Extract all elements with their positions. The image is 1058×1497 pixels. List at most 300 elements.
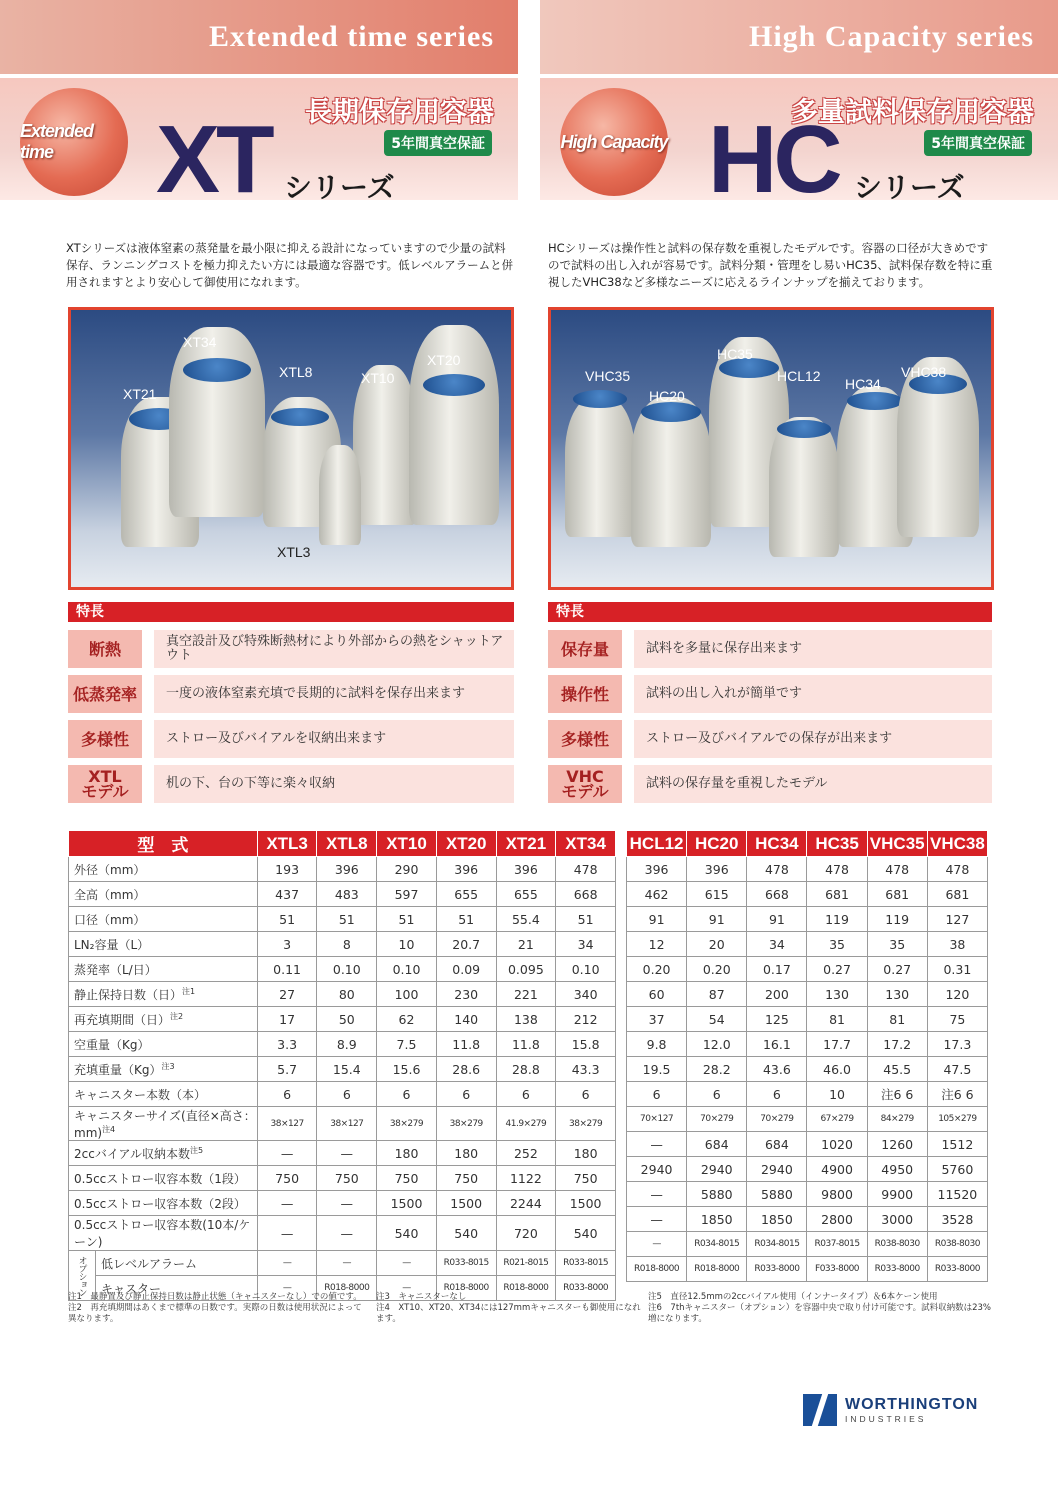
table-cell: 681: [867, 882, 927, 907]
table-cell: R033-8000: [747, 1257, 807, 1282]
row-label-text: 静止保持日数（日）: [74, 987, 183, 1002]
header-model-xt34: XT34: [556, 831, 616, 857]
table-cell: R038-8030: [927, 1232, 987, 1257]
row-label: キャスター: [96, 1276, 258, 1301]
table-cell: 9800: [807, 1182, 867, 1207]
header-model-xt21: XT21: [496, 831, 556, 857]
table-cell: 655: [436, 882, 496, 907]
table-cell: 41.9×279: [496, 1107, 556, 1141]
table-cell: 0.10: [556, 957, 616, 982]
table-cell: 55.4: [496, 907, 556, 932]
table-cell: 51: [377, 907, 437, 932]
table-cell: 70×127: [627, 1107, 687, 1132]
table-cell: 47.5: [927, 1057, 987, 1082]
photo-label: HCL12: [777, 368, 821, 384]
table-cell: 20.7: [436, 932, 496, 957]
table-cell: 35: [867, 932, 927, 957]
table-cell: 100: [377, 982, 437, 1007]
table-cell: —: [377, 1276, 437, 1301]
table-cell: 5760: [927, 1157, 987, 1182]
feature-value: 真空設計及び特殊断熱材により外部からの熱をシャットアウト: [154, 630, 514, 668]
table-row: [69, 1216, 616, 1251]
photo-label: XT21: [123, 386, 157, 402]
table-cell: 180: [436, 1141, 496, 1166]
table-cell: 5.7: [257, 1057, 317, 1082]
xt-intro-text: XTシリーズは液体窒素の蒸発量を最小限に抑える設計になっていますので少量の試料保存、ランニングコストを極力抑えたい方には最適な容器です。低レベルアラームと併用されますとより安心して御使用になれます。: [66, 241, 514, 289]
feature-row: [548, 765, 992, 803]
feature-row: [548, 630, 992, 668]
feature-value: ストロー及びバイアルでの保存が出来ます: [634, 720, 992, 758]
table-cell: 462: [627, 882, 687, 907]
table-cell: 81: [807, 1007, 867, 1032]
table-cell: —: [627, 1232, 687, 1257]
table-cell: 125: [747, 1007, 807, 1032]
table-cell: 84×279: [867, 1107, 927, 1132]
table-cell: 6: [556, 1082, 616, 1107]
table-cell: 720: [496, 1216, 556, 1251]
row-label: [69, 907, 258, 932]
feature-key: XTL モデル: [68, 765, 142, 803]
table-cell: 1850: [747, 1207, 807, 1232]
table-row: [627, 907, 988, 932]
table-cell: R018-8000: [687, 1257, 747, 1282]
table-cell: 1260: [867, 1132, 927, 1157]
table-cell: 396: [317, 857, 377, 882]
table-cell: 1500: [556, 1191, 616, 1216]
table-cell: 0.095: [496, 957, 556, 982]
table-cell: 6: [496, 1082, 556, 1107]
product-lid: [641, 402, 701, 422]
row-note: 注5: [190, 1145, 204, 1155]
hc-intro-text: HCシリーズは操作性と試料の保存数を重視したモデルです。容器の口径が大きめですので試料の出し入れが容易です。試料分類・管理をし易いHC35、試料保存数を特に重視したVHC38など多様なニーズに応えるラインナップを揃えております。: [548, 241, 993, 289]
table-cell: 21: [496, 932, 556, 957]
table-cell: R018-8000: [436, 1276, 496, 1301]
photo-label: XTL3: [277, 544, 311, 560]
row-label: [69, 1191, 258, 1216]
table-cell: 91: [687, 907, 747, 932]
logo-main-text: WORTHINGTON: [845, 1396, 979, 1413]
table-cell: 17.7: [807, 1032, 867, 1057]
table-cell: 27: [257, 982, 317, 1007]
row-label: [69, 1216, 258, 1251]
footnotes-middle: [376, 1292, 646, 1325]
table-cell: 0.17: [747, 957, 807, 982]
table-cell: 46.0: [807, 1057, 867, 1082]
table-cell: 105×279: [927, 1107, 987, 1132]
table-cell: 540: [377, 1216, 437, 1251]
table-cell: R018-8000: [317, 1276, 377, 1301]
table-cell: 1020: [807, 1132, 867, 1157]
table-cell: 38×279: [436, 1107, 496, 1141]
table-row: [69, 1166, 616, 1191]
table-cell: 35: [807, 932, 867, 957]
table-cell: 750: [257, 1166, 317, 1191]
table-row: [627, 957, 988, 982]
header-model-xtl3: XTL3: [257, 831, 317, 857]
table-cell: 5880: [747, 1182, 807, 1207]
photo-label: VHC35: [585, 368, 631, 384]
table-row: [69, 1007, 616, 1032]
row-label-text: 蒸発率（L/日）: [74, 962, 157, 977]
table-cell: 11.8: [496, 1032, 556, 1057]
footnote: 注1 最静置及び静止保持日数は静止状態（キャニスターなし）での値です。: [68, 1292, 362, 1302]
vacuum-warranty-badge: 5年間真空保証: [924, 130, 1032, 156]
table-cell: 60: [627, 982, 687, 1007]
table-cell: 2244: [496, 1191, 556, 1216]
table-row: [69, 882, 616, 907]
footnote: 注4 XT10、XT20、XT34には127mmキャニスターも御使用になれます。: [376, 1303, 641, 1324]
table-cell: 17: [257, 1007, 317, 1032]
row-label-text: 再充填期間（日）: [74, 1012, 171, 1027]
table-cell: 2940: [687, 1157, 747, 1182]
table-row: [69, 1082, 616, 1107]
table-cell: 87: [687, 982, 747, 1007]
table-cell: 62: [377, 1007, 437, 1032]
table-cell: 70×279: [687, 1107, 747, 1132]
table-cell: 340: [556, 982, 616, 1007]
row-label: [69, 1166, 258, 1191]
feature-key: 操作性: [548, 675, 622, 713]
hero-banner: [0, 78, 518, 213]
feature-row: [68, 675, 514, 713]
table-cell: 51: [436, 907, 496, 932]
photo-label: HC34: [845, 376, 881, 392]
photo-label: HC35: [717, 346, 753, 362]
table-cell: 1500: [436, 1191, 496, 1216]
footnote: 注2 再充填期間はあくまで標準の日数です。実際の日数は使用状況によって異なります。: [68, 1303, 362, 1324]
table-cell: 70×279: [747, 1107, 807, 1132]
table-cell: 130: [867, 982, 927, 1007]
table-cell: 3.3: [257, 1032, 317, 1057]
table-cell: 230: [436, 982, 496, 1007]
table-cell: 0.27: [807, 957, 867, 982]
feature-key: 断熱: [68, 630, 142, 668]
hero-banner: [540, 78, 1058, 213]
table-cell: 130: [807, 982, 867, 1007]
row-label: [69, 1082, 258, 1107]
table-cell: 5880: [687, 1182, 747, 1207]
table-row: [69, 857, 616, 882]
header-model-xt20: XT20: [436, 831, 496, 857]
table-cell: 684: [747, 1132, 807, 1157]
table-cell: 54: [687, 1007, 747, 1032]
series-jp-title: 長期保存用容器: [305, 97, 494, 128]
row-note: 注2: [170, 1011, 184, 1021]
row-label-text: 外径（mm）: [74, 862, 146, 877]
table-cell: 396: [687, 857, 747, 882]
table-cell: 51: [317, 907, 377, 932]
table-cell: 668: [556, 882, 616, 907]
table-cell: 2800: [807, 1207, 867, 1232]
table-cell: 38×279: [377, 1107, 437, 1141]
row-label: [69, 882, 258, 907]
feature-value: 机の下、台の下等に楽々収納: [154, 765, 514, 803]
product-can: [169, 327, 265, 517]
feature-key: 低蒸発率: [68, 675, 142, 713]
table-cell: 140: [436, 1007, 496, 1032]
table-cell: 6: [257, 1082, 317, 1107]
series-suffix: シリーズ: [284, 171, 395, 204]
header-model-label: 型 式: [69, 831, 258, 857]
table-cell: R033-8000: [556, 1276, 616, 1301]
photo-label: HC20: [649, 388, 685, 404]
table-cell: 200: [747, 982, 807, 1007]
table-cell: —: [257, 1251, 317, 1276]
row-label: [69, 957, 258, 982]
table-row: [69, 1032, 616, 1057]
row-label: [69, 1141, 258, 1166]
table-cell: 38×127: [317, 1107, 377, 1141]
table-cell: 43.6: [747, 1057, 807, 1082]
table-cell: 1512: [927, 1132, 987, 1157]
table-cell: 28.6: [436, 1057, 496, 1082]
row-label: [69, 857, 258, 882]
table-row: [627, 1032, 988, 1057]
series-jp-title: 多量試料保存用容器: [791, 97, 1034, 128]
table-header-row: [69, 831, 616, 857]
table-row: [627, 1057, 988, 1082]
table-cell: 注6 6: [867, 1082, 927, 1107]
table-cell: —: [627, 1132, 687, 1157]
table-cell: 19.5: [627, 1057, 687, 1082]
table-cell: 681: [807, 882, 867, 907]
table-row: [627, 982, 988, 1007]
table-cell: 12: [627, 932, 687, 957]
table-cell: —: [317, 1191, 377, 1216]
vacuum-warranty-badge: 5年間真空保証: [384, 130, 492, 156]
hc-features-heading: 特長: [548, 602, 992, 622]
table-cell: 290: [377, 857, 437, 882]
table-cell: —: [627, 1182, 687, 1207]
row-label: [69, 1057, 258, 1082]
table-cell: 750: [317, 1166, 377, 1191]
table-cell: 597: [377, 882, 437, 907]
header-model-vhc38: VHC38: [927, 831, 987, 857]
table-cell: R033-8015: [556, 1251, 616, 1276]
table-cell: R037-8015: [807, 1232, 867, 1257]
table-cell: —: [627, 1207, 687, 1232]
footnotes-left: [68, 1292, 368, 1325]
row-label: [69, 1032, 258, 1057]
header-model-vhc35: VHC35: [867, 831, 927, 857]
table-cell: 20: [687, 932, 747, 957]
table-cell: —: [257, 1141, 317, 1166]
row-note: 注4: [102, 1125, 116, 1134]
table-cell: 43.3: [556, 1057, 616, 1082]
feature-row: [68, 720, 514, 758]
feature-value: ストロー及びバイアルを収納出来ます: [154, 720, 514, 758]
table-row: [69, 957, 616, 982]
table-row: [627, 857, 988, 882]
feature-value: 試料の保存量を重視したモデル: [634, 765, 992, 803]
table-cell: 540: [436, 1216, 496, 1251]
table-cell: 750: [436, 1166, 496, 1191]
hc-series-section: [540, 0, 1058, 213]
table-cell: 615: [687, 882, 747, 907]
table-cell: 11520: [927, 1182, 987, 1207]
product-lid: [573, 390, 627, 408]
xt-spec-table: [68, 830, 616, 1301]
hc-product-photo: [548, 307, 994, 590]
table-cell: 750: [377, 1166, 437, 1191]
table-cell: 10: [807, 1082, 867, 1107]
footnote: 注6 7thキャニスター（オプション）を容器中央で取り付け可能です。試料収納数は23%増になります。: [648, 1303, 991, 1324]
series-title-bar: Extended time series: [0, 0, 518, 74]
table-cell: R033-8000: [927, 1257, 987, 1282]
table-cell: 3000: [867, 1207, 927, 1232]
table-cell: 0.27: [867, 957, 927, 982]
table-cell: 75: [927, 1007, 987, 1032]
row-label-text: 口径（mm）: [74, 912, 146, 927]
table-cell: 396: [627, 857, 687, 882]
table-cell: 17.3: [927, 1032, 987, 1057]
table-cell: 10: [377, 932, 437, 957]
table-cell: R034-8015: [747, 1232, 807, 1257]
table-cell: —: [257, 1276, 317, 1301]
feature-row: [68, 630, 514, 668]
table-cell: 45.5: [867, 1057, 927, 1082]
table-cell: 180: [377, 1141, 437, 1166]
table-cell: 15.8: [556, 1032, 616, 1057]
table-cell: 2940: [627, 1157, 687, 1182]
table-cell: 11.8: [436, 1032, 496, 1057]
table-cell: 1850: [687, 1207, 747, 1232]
table-cell: —: [317, 1141, 377, 1166]
table-cell: R018-8000: [627, 1257, 687, 1282]
product-can: [319, 445, 361, 545]
table-cell: 67×279: [807, 1107, 867, 1132]
table-row: [69, 982, 616, 1007]
table-cell: 28.8: [496, 1057, 556, 1082]
row-note: 注3: [161, 1061, 175, 1071]
table-cell: 478: [867, 857, 927, 882]
table-cell: 478: [747, 857, 807, 882]
table-row: [69, 1141, 616, 1166]
feature-value: 一度の液体窒素充填で長期的に試料を保存出来ます: [154, 675, 514, 713]
table-cell: 1122: [496, 1166, 556, 1191]
table-cell: 119: [867, 907, 927, 932]
table-cell: R038-8030: [867, 1232, 927, 1257]
table-cell: 127: [927, 907, 987, 932]
photo-label: XT34: [183, 334, 217, 350]
table-cell: 437: [257, 882, 317, 907]
header-model-xt10: XT10: [377, 831, 437, 857]
series-code: HC: [708, 106, 839, 213]
table-cell: 6: [687, 1082, 747, 1107]
feature-key: 多様性: [548, 720, 622, 758]
table-cell: 51: [556, 907, 616, 932]
table-cell: 6: [377, 1082, 437, 1107]
table-cell: 478: [927, 857, 987, 882]
table-cell: 138: [496, 1007, 556, 1032]
product-lid: [423, 374, 485, 396]
table-row: [69, 932, 616, 957]
table-row: [627, 1182, 988, 1207]
table-row: [627, 932, 988, 957]
table-cell: 0.11: [257, 957, 317, 982]
table-cell: 0.09: [436, 957, 496, 982]
feature-value: 試料の出し入れが簡単です: [634, 675, 992, 713]
table-cell: 396: [496, 857, 556, 882]
product-can: [353, 365, 417, 525]
header-model-hc35: HC35: [807, 831, 867, 857]
table-cell: 17.2: [867, 1032, 927, 1057]
xt-product-photo: [68, 307, 514, 590]
table-cell: 4950: [867, 1157, 927, 1182]
photo-label: XT20: [427, 352, 461, 368]
table-cell: 8.9: [317, 1032, 377, 1057]
table-cell: 2940: [747, 1157, 807, 1182]
table-cell: 38×279: [556, 1107, 616, 1141]
feature-row: [548, 720, 992, 758]
table-cell: R021-8015: [496, 1251, 556, 1276]
table-cell: R018-8000: [496, 1276, 556, 1301]
worthington-logo: [803, 1394, 978, 1426]
table-cell: R033-8015: [436, 1251, 496, 1276]
table-cell: R033-8000: [867, 1257, 927, 1282]
table-header-row: [627, 831, 988, 857]
row-label-text: 充填重量（Kg）: [74, 1062, 162, 1077]
table-cell: 180: [556, 1141, 616, 1166]
table-cell: 34: [747, 932, 807, 957]
photo-label: XT10: [361, 370, 395, 386]
footnote: 注5 直径12.5mmの2ccバイアル使用（インナータイプ）＆6本ケーン使用: [648, 1292, 938, 1302]
table-row: [627, 1207, 988, 1232]
table-cell: 3528: [927, 1207, 987, 1232]
product-can: [769, 417, 839, 557]
table-row: [627, 882, 988, 907]
table-row: [627, 1107, 988, 1132]
table-cell: 9900: [867, 1182, 927, 1207]
table-cell: 9.8: [627, 1032, 687, 1057]
row-label: [69, 982, 258, 1007]
table-cell: 750: [556, 1166, 616, 1191]
table-cell: 6: [317, 1082, 377, 1107]
table-cell: 37: [627, 1007, 687, 1032]
feature-row: [68, 765, 514, 803]
row-label-text: 0.5ccストロー収容本数（1段）: [74, 1171, 246, 1186]
row-label-text: 空重量（Kg）: [74, 1037, 150, 1052]
table-cell: 6: [627, 1082, 687, 1107]
row-note: 注1: [182, 986, 196, 996]
header-model-hcl12: HCL12: [627, 831, 687, 857]
table-cell: 8: [317, 932, 377, 957]
photo-label: XTL8: [279, 364, 313, 380]
table-cell: 15.6: [377, 1057, 437, 1082]
product-lid: [271, 408, 329, 426]
table-cell: —: [377, 1251, 437, 1276]
feature-key: 保存量: [548, 630, 622, 668]
series-title-bar: High Capacity series: [540, 0, 1058, 74]
series-code: XT: [156, 106, 271, 213]
feature-key: 多様性: [68, 720, 142, 758]
table-cell: 50: [317, 1007, 377, 1032]
table-cell: 4900: [807, 1157, 867, 1182]
table-cell: 0.20: [687, 957, 747, 982]
option-row: [69, 1251, 616, 1276]
worthington-logo-icon: [803, 1394, 837, 1426]
table-cell: 655: [496, 882, 556, 907]
table-row: [627, 1007, 988, 1032]
table-cell: —: [257, 1191, 317, 1216]
table-cell: 119: [807, 907, 867, 932]
product-lid: [847, 392, 903, 410]
table-row: [627, 1082, 988, 1107]
footnote: 注3 キャニスターなし: [376, 1292, 467, 1302]
table-cell: 668: [747, 882, 807, 907]
table-row: [627, 1132, 988, 1157]
table-cell: 0.10: [377, 957, 437, 982]
